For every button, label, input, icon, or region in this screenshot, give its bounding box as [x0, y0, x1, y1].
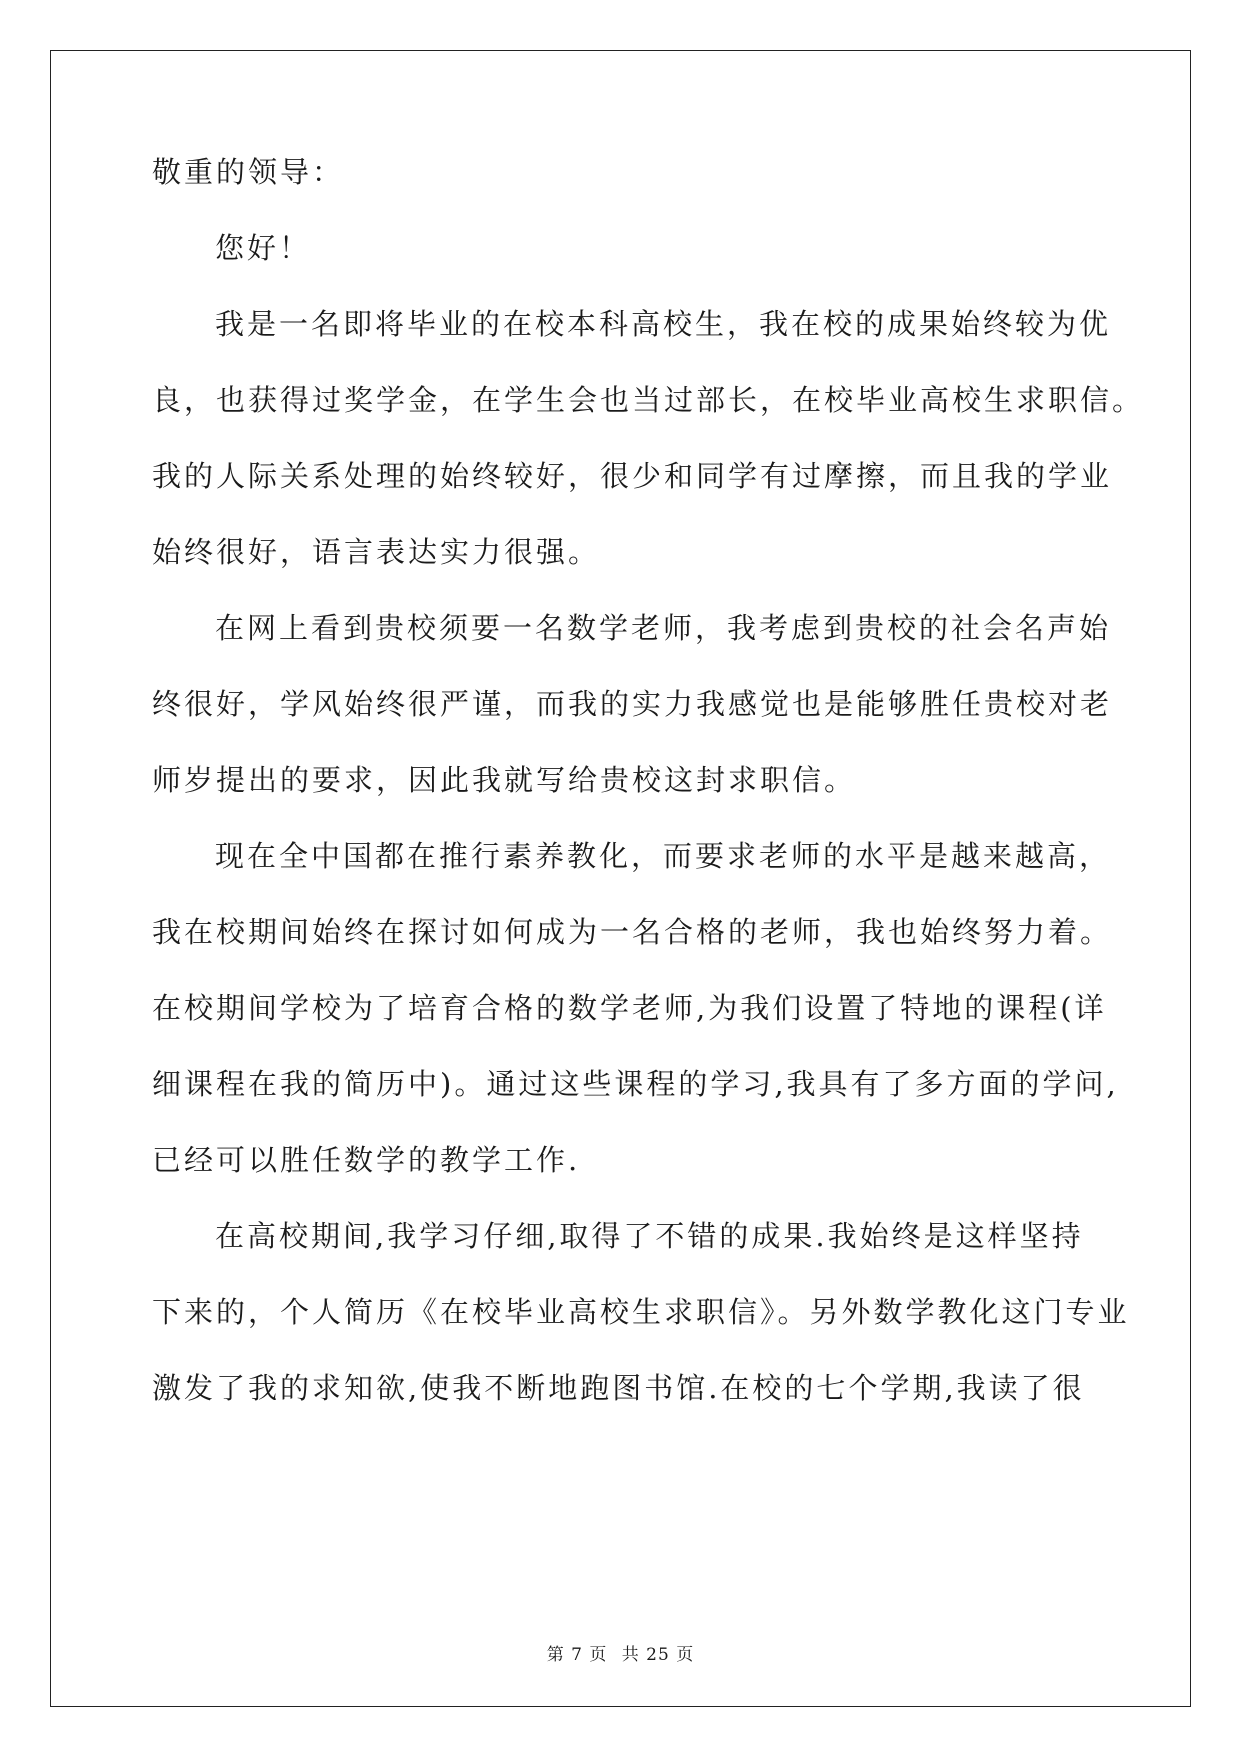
- text-line: 在校期间学校为了培育合格的数学老师,为我们设置了特地的课程(详: [152, 991, 1107, 1025]
- text-line: 良，也获得过奖学金，在学生会也当过部长，在校毕业高校生求职信。: [152, 383, 1145, 417]
- text-line: 始终很好，语言表达实力很强。: [152, 535, 601, 569]
- text-line: 我在校期间始终在探讨如何成为一名合格的老师，我也始终努力着。: [152, 915, 1113, 949]
- text-line: 现在全中国都在推行素养教化，而要求老师的水平是越来越高，: [215, 839, 1112, 873]
- page-total: 共 25 页: [621, 1645, 695, 1665]
- text-line: 师岁提出的要求，因此我就写给贵校这封求职信。: [152, 763, 857, 797]
- text-line: 在高校期间,我学习仔细,取得了不错的成果.我始终是这样坚持: [215, 1219, 1084, 1253]
- greeting: 您好！: [215, 231, 312, 265]
- salutation: 敬重的领导：: [152, 155, 345, 189]
- text-line: 在网上看到贵校须要一名数学老师，我考虑到贵校的社会名声始: [215, 611, 1112, 645]
- text-line: 激发了我的求知欲,使我不断地跑图书馆.在校的七个学期,我读了很: [152, 1371, 1085, 1405]
- text-line: 下来的，个人简历《在校毕业高校生求职信》。另外数学教化这门专业: [152, 1295, 1130, 1329]
- text-line: 细课程在我的简历中)。通过这些课程的学习,我具有了多方面的学问,: [152, 1067, 1119, 1101]
- page-footer: [0, 1640, 1241, 1665]
- page-number: 第 7 页: [546, 1645, 608, 1665]
- text-line: 终很好，学风始终很严谨，而我的实力我感觉也是能够胜任贵校对老: [152, 687, 1113, 721]
- text-line: 已经可以胜任数学的教学工作.: [152, 1143, 581, 1177]
- text-line: 我的人际关系处理的始终较好，很少和同学有过摩擦，而且我的学业: [152, 459, 1113, 493]
- page-border: [50, 50, 1191, 1707]
- text-line: 我是一名即将毕业的在校本科高校生，我在校的成果始终较为优: [215, 307, 1112, 341]
